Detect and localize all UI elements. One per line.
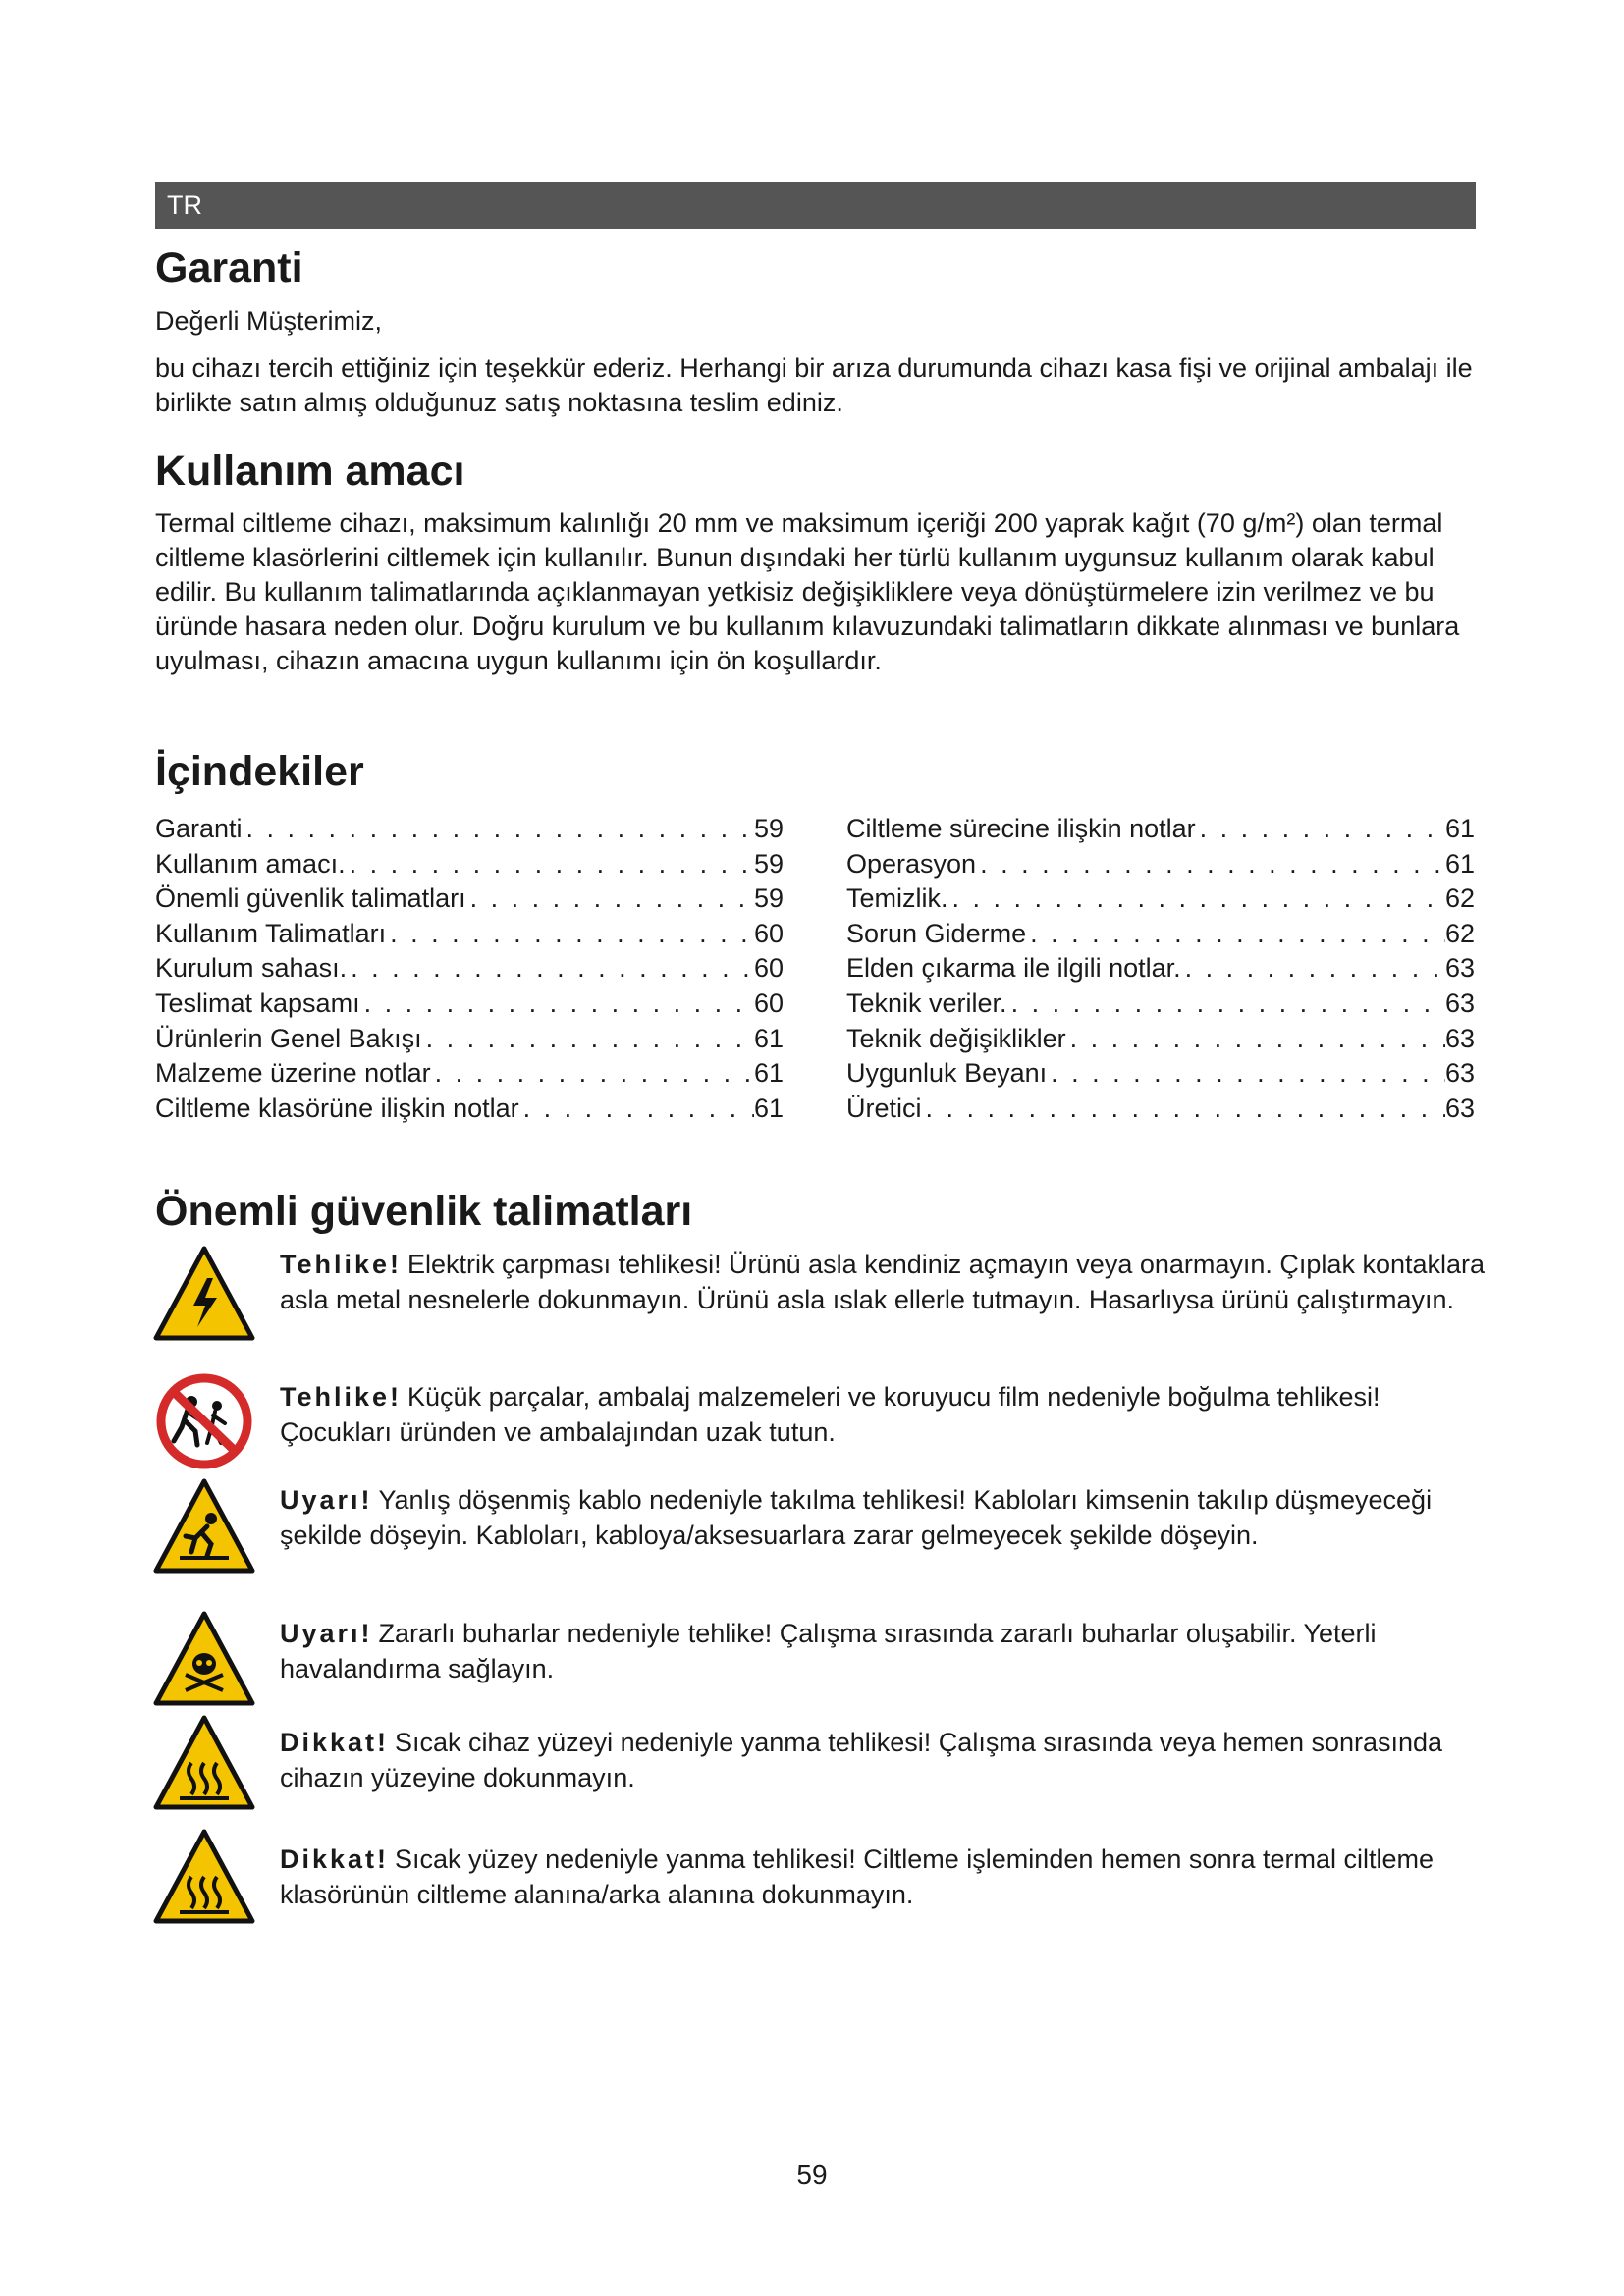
toc-left-column	[155, 812, 784, 1126]
toc-entry-page: 59	[753, 848, 784, 879]
toc-entry-label: Teknik veriler.	[846, 988, 1007, 1018]
toc-entry[interactable]	[846, 987, 1475, 1022]
toc-entry[interactable]	[155, 1056, 784, 1092]
toc-entry[interactable]	[155, 812, 784, 847]
toc-entry-label: Kullanım amacı.	[155, 848, 346, 879]
no-children-icon	[152, 1372, 256, 1470]
safety-keyword: Uyarı!	[280, 1619, 373, 1648]
toc-entry-page: 61	[753, 1093, 784, 1123]
toc-entry-page: 60	[753, 953, 784, 984]
toc-entry-label: Ciltleme sürecine ilişkin notlar	[846, 814, 1196, 843]
toc-entry[interactable]	[846, 847, 1475, 882]
toc-entry[interactable]	[155, 917, 784, 952]
toc-entry[interactable]	[846, 1092, 1475, 1127]
electric-shock-warning-icon	[152, 1245, 256, 1343]
toc-entry-page: 61	[1444, 848, 1475, 879]
toc-entry-page: 62	[1444, 883, 1475, 914]
toc-entry-label: Garanti	[155, 814, 243, 843]
safety-keyword: Tehlike!	[280, 1382, 403, 1412]
toc-entry-page: 60	[753, 988, 784, 1018]
safety-description: Sıcak yüzey nedeniyle yanma tehlikesi! Ciltleme işleminden hemen sonra termal ciltleme klasörünün ciltleme alanına/arka alanına dokunmayın.	[280, 1844, 1435, 1909]
safety-keyword: Tehlike!	[280, 1250, 403, 1279]
safety-item-text	[280, 1725, 1497, 1795]
toc-entry-page: 60	[753, 918, 784, 948]
toc-right-column	[846, 812, 1475, 1126]
toc-entry-label: Teslimat kapsamı	[155, 988, 360, 1018]
toc-entry-label: Operasyon	[846, 848, 977, 879]
toc-entry-page: 63	[1444, 1023, 1475, 1053]
toc-entry[interactable]	[155, 847, 784, 882]
safety-description: Küçük parçalar, ambalaj malzemeleri ve koruyucu film nedeniyle boğulma tehlikesi! Çocukları üründen ve ambalajından uzak tutun.	[280, 1382, 1380, 1447]
toc-entry[interactable]	[155, 881, 784, 917]
garanti-greeting: Değerli Müşterimiz,	[155, 306, 383, 336]
trip-hazard-warning-icon	[152, 1477, 256, 1575]
toc-entry-label: Temizlik.	[846, 883, 948, 914]
toc-entry-label: Ciltleme klasörüne ilişkin notlar	[155, 1093, 519, 1123]
toc-entry[interactable]	[155, 951, 784, 987]
safety-description: Elektrik çarpması tehlikesi! Ürünü asla kendiniz açmayın veya onarmayın. Çıplak kontaklara asla metal nesnelerle dokunmayın. Ürünü asla ıslak ellerle tutmayın. Hasarlıysa ürünü çalıştırmayın.	[280, 1250, 1486, 1314]
safety-item-text	[280, 1379, 1497, 1450]
language-bar	[155, 182, 1476, 229]
toc-entry-page: 63	[1444, 1093, 1475, 1123]
toxic-warning-icon	[152, 1610, 256, 1708]
toc-entry-page: 59	[753, 883, 784, 914]
toc-entry[interactable]	[846, 812, 1475, 847]
toc-entry-page: 61	[1444, 814, 1475, 843]
toc-entry-page: 63	[1444, 1058, 1475, 1089]
toc-entry-label: Uygunluk Beyanı	[846, 1058, 1048, 1089]
garanti-body: bu cihazı tercih ettiğiniz için teşekkür ederiz. Herhangi bir arıza durumunda cihazı kasa fişi ve orijinal ambalajı ile birlikte satın almış olduğunuz satış noktasına teslim ediniz.	[155, 353, 1473, 417]
toc-entry-page: 61	[753, 1058, 784, 1089]
safety-item-text	[280, 1616, 1497, 1686]
toc-entry[interactable]	[155, 1092, 784, 1127]
toc-entry-label: Teknik değişiklikler	[846, 1023, 1066, 1053]
toc-entry-label: Malzeme üzerine notlar	[155, 1058, 431, 1089]
toc-entry-label: Kurulum sahası.	[155, 953, 348, 984]
language-code: TR	[167, 190, 202, 220]
safety-item-text	[280, 1482, 1497, 1553]
safety-keyword: Uyarı!	[280, 1485, 373, 1515]
safety-keyword: Dikkat!	[280, 1844, 390, 1874]
toc-entry[interactable]	[846, 917, 1475, 952]
toc-heading: İçindekiler	[155, 748, 364, 795]
safety-description: Zararlı buharlar nedeniyle tehlike! Çalışma sırasında zararlı buharlar oluşabilir. Yeterli havalandırma sağlayın.	[280, 1619, 1377, 1683]
page-number: 59	[796, 2160, 828, 2190]
safety-keyword: Dikkat!	[280, 1728, 390, 1757]
toc-entry-label: Kullanım Talimatları	[155, 918, 387, 948]
safety-description: Yanlış döşenmiş kablo nedeniyle takılma tehlikesi! Kabloları kimsenin takılıp düşmeyeceği şekilde döşeyin. Kabloları, kabloya/aksesuarlara zarar gelmeyecek şekilde döşeyin.	[280, 1485, 1433, 1550]
safety-description: Sıcak cihaz yüzeyi nedeniyle yanma tehlikesi! Çalışma sırasında veya hemen sonrasında cihazın yüzeyine dokunmayın.	[280, 1728, 1443, 1792]
toc-entry-label: Sorun Giderme	[846, 918, 1027, 948]
toc-entry-label: Elden çıkarma ile ilgili notlar.	[846, 953, 1181, 984]
toc-entry-page: 63	[1444, 988, 1475, 1018]
garanti-heading: Garanti	[155, 244, 303, 292]
toc-entry-label: Ürünlerin Genel Bakışı	[155, 1023, 422, 1053]
toc-entry[interactable]	[846, 1022, 1475, 1057]
toc-entry-label: Önemli güvenlik talimatları	[155, 883, 466, 914]
hot-surface-warning-icon	[152, 1714, 256, 1812]
purpose-heading: Kullanım amacı	[155, 448, 465, 495]
purpose-body: Termal ciltleme cihazı, maksimum kalınlığı 20 mm ve maksimum içeriği 200 yaprak kağıt (70 g/m²) olan termal ciltleme klasörlerini ciltlemek için kullanılır. Bunun dışındaki her türlü kullanım uygunsuz kullanım olarak kabul edilir. Bu kullanım talimatlarında açıklanmayan yetkisiz değişikliklere veya dönüştürmelere izin verilmez ve bu üründe hasara neden olur. Doğru kurulum ve bu kullanım kılavuzundaki talimatların dikkate alınması ve bunlara uyulması, cihazın amacına uygun kullanımı için ön koşullardır.	[155, 508, 1460, 675]
safety-item-text	[280, 1247, 1497, 1317]
toc-entry[interactable]	[846, 1056, 1475, 1092]
hot-surface-warning-icon	[152, 1828, 256, 1926]
safety-item-text	[280, 1842, 1497, 1912]
toc-entry[interactable]	[846, 881, 1475, 917]
safety-heading: Önemli güvenlik talimatları	[155, 1188, 693, 1235]
toc-entry[interactable]	[846, 951, 1475, 987]
toc-entry-page: 63	[1444, 953, 1475, 984]
toc-entry[interactable]	[155, 987, 784, 1022]
toc-entry-page: 59	[753, 814, 784, 843]
toc-entry[interactable]	[155, 1022, 784, 1057]
toc-entry-page: 61	[753, 1023, 784, 1053]
toc-entry-label: Üretici	[846, 1093, 922, 1123]
toc-entry-page: 62	[1444, 918, 1475, 948]
